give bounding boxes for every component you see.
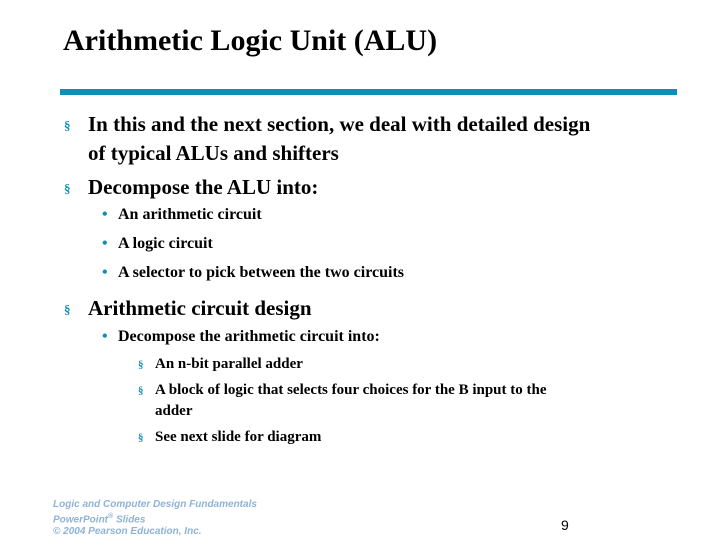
footer-line-2 bbox=[53, 511, 257, 526]
footer-line-2-text: PowerPoint bbox=[53, 514, 109, 526]
bullet-marker: • bbox=[102, 235, 108, 252]
bullet-1-text-line2: of typical ALUs and shifters bbox=[88, 141, 339, 165]
bullet-2-text: Decompose the ALU into: bbox=[88, 175, 319, 199]
bullet-3-sub-1-text: Decompose the arithmetic circuit into: bbox=[118, 328, 380, 345]
bullet-3-sub-1-b-text-line2: adder bbox=[155, 403, 193, 419]
bullet-marker: § bbox=[64, 118, 71, 133]
footer-credits bbox=[53, 499, 257, 538]
bullet-2-sub-1-text: An arithmetic circuit bbox=[118, 206, 262, 223]
bullet-3-text: Arithmetic circuit design bbox=[88, 296, 312, 320]
bullet-marker: • bbox=[102, 264, 108, 281]
bullet-3-sub-1-a-text: An n-bit parallel adder bbox=[155, 356, 303, 372]
page-number: 9 bbox=[561, 517, 569, 533]
bullet-marker: § bbox=[138, 432, 144, 444]
bullet-marker: § bbox=[138, 359, 144, 371]
bullet-1-text-line1: In this and the next section, we deal with detailed design bbox=[88, 112, 591, 136]
bullet-2-sub-3-text: A selector to pick between the two circuits bbox=[118, 264, 405, 281]
footer-line-1: Logic and Computer Design Fundamentals bbox=[53, 499, 257, 510]
bullet-marker: § bbox=[138, 385, 144, 397]
slide-title: Arithmetic Logic Unit (ALU) bbox=[63, 24, 438, 57]
bullet-marker: § bbox=[64, 302, 71, 317]
bullet-3-sub-1-b-text-line1: A block of logic that selects four choices for the B input to the bbox=[155, 382, 547, 398]
bullet-3-sub-1-c-text: See next slide for diagram bbox=[155, 429, 322, 445]
footer-line-3: © 2004 Pearson Education, Inc. bbox=[53, 526, 202, 538]
bullet-2-sub-2-text: A logic circuit bbox=[118, 235, 213, 252]
title-divider bbox=[60, 89, 677, 95]
registered-mark: ® bbox=[108, 513, 114, 520]
footer-line-2-rest: Slides bbox=[113, 514, 146, 526]
bullet-marker: • bbox=[102, 206, 108, 223]
bullet-marker: § bbox=[64, 181, 71, 196]
bullet-marker: • bbox=[102, 328, 108, 345]
